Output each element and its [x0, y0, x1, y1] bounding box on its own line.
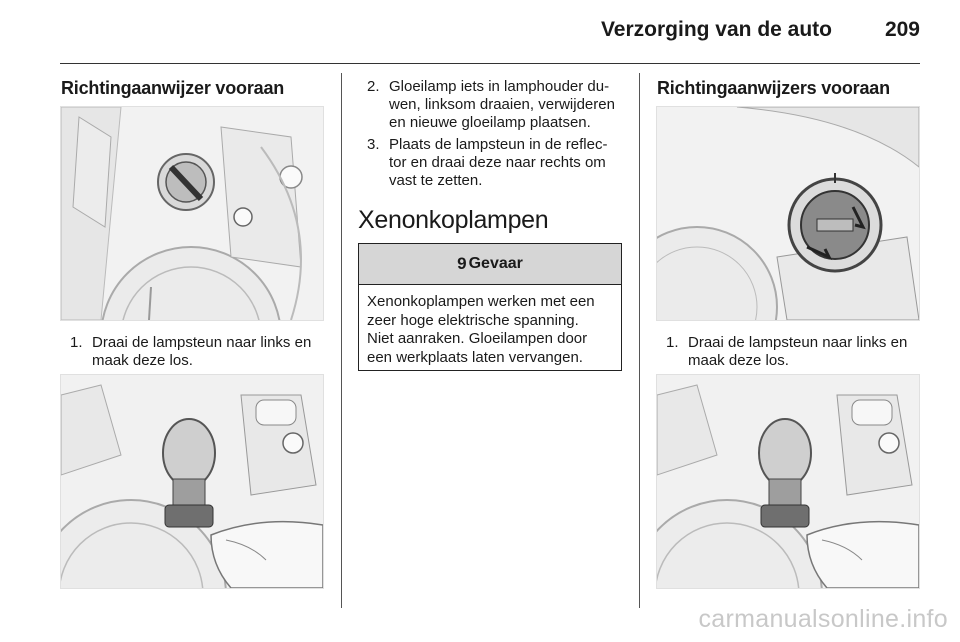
warning-header	[359, 244, 621, 285]
illustration-xenon-lamp-holder	[656, 106, 920, 321]
step-text: Gloeilamp iets in lamphouder du- wen, linksom draaien, verwijderen en nieuwe gloeilamp plaatsen.	[389, 78, 615, 131]
step-3	[367, 136, 632, 192]
step-number: 1.	[666, 334, 679, 351]
step-number: 3.	[367, 136, 380, 153]
step-1-right	[666, 334, 928, 374]
step-number: 1.	[70, 334, 83, 351]
warning-text: Xenonkoplampen werken met een zeer hoge elektrische spanning. Niet aanraken. Gloeilampen door een werkplaats laten vervangen.	[367, 293, 595, 366]
column-divider-right	[639, 73, 640, 608]
page-number: 209	[884, 18, 920, 41]
heading-xenon-headlamps: Xenonkoplampen	[358, 206, 549, 234]
warning-icon: 9	[457, 254, 467, 273]
heading-turn-signal-front: Richtingaanwijzer vooraan	[61, 78, 285, 98]
illustration-bulb-removal	[60, 374, 324, 589]
watermark: carmanualsonline.info	[698, 605, 948, 633]
step-text: Draai de lampsteun naar links en maak deze los.	[688, 334, 908, 369]
danger-warning-box	[358, 243, 622, 371]
section-title: Verzorging van de auto	[600, 18, 832, 41]
warning-title: Gevaar	[468, 255, 523, 272]
step-text: Plaats de lampsteun in de reflec- tor en draai deze naar rechts om vast te zetten.	[389, 136, 608, 189]
page-header	[60, 0, 920, 64]
step-text: Draai de lampsteun naar links en maak deze los.	[92, 334, 312, 369]
column-divider-left	[341, 73, 342, 608]
illustration-lamp-holder-rear	[60, 106, 324, 321]
heading-turn-signals-front: Richtingaanwijzers vooraan	[657, 78, 890, 98]
step-1-left	[70, 334, 332, 374]
illustration-bulb-removal-right	[656, 374, 920, 589]
step-2	[367, 78, 632, 134]
step-number: 2.	[367, 78, 380, 95]
